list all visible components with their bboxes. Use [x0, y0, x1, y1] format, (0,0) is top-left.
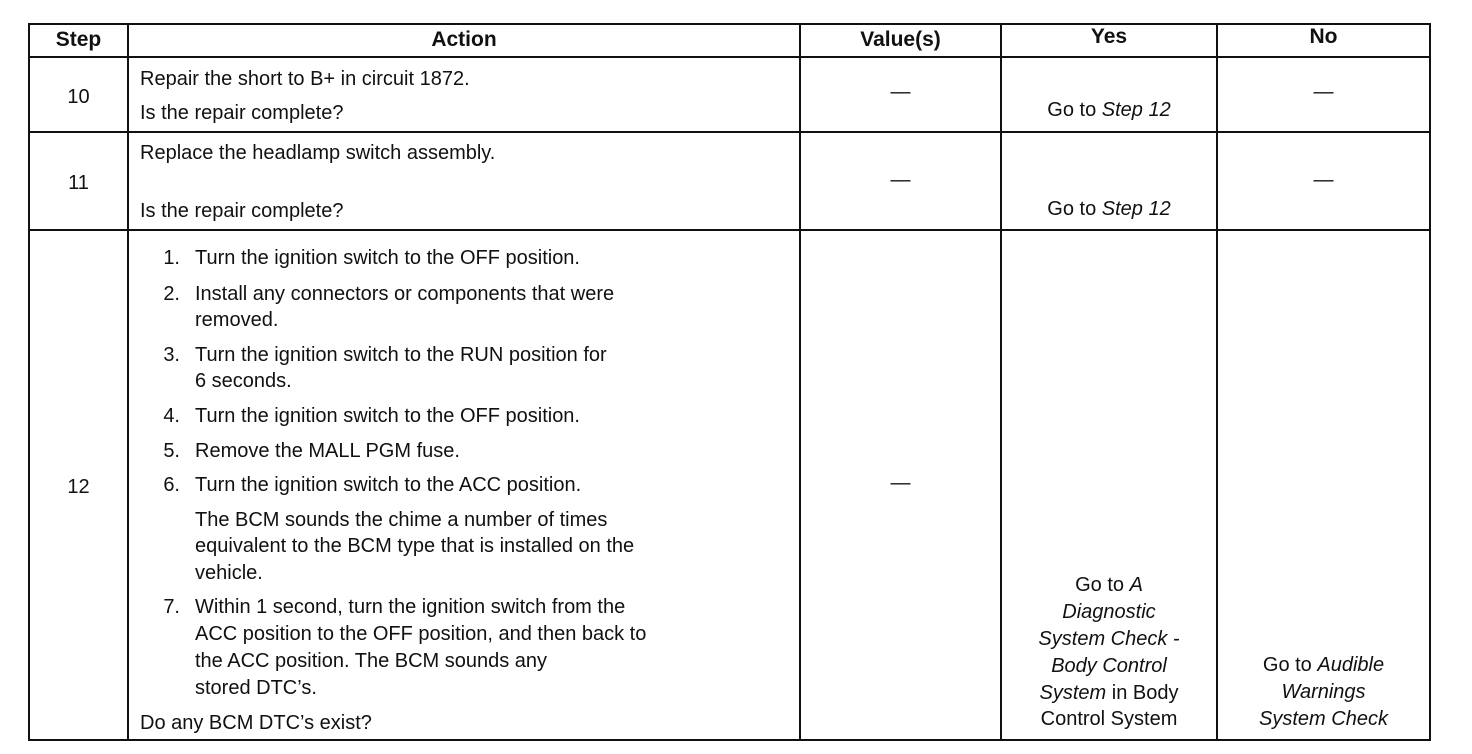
list-item-text: ACC position to the OFF position, and then back to	[195, 623, 647, 645]
no-dash: —	[1313, 169, 1334, 191]
step-number: 12	[67, 476, 90, 498]
note-text: vehicle.	[195, 562, 263, 584]
no-goto-line	[1218, 652, 1429, 678]
list-number: 2.	[163, 283, 180, 305]
list-number: 7.	[163, 596, 180, 618]
list-item-text: Turn the ignition switch to the OFF position.	[195, 405, 580, 427]
list-item-text: Turn the ignition switch to the RUN position for	[195, 344, 607, 366]
yes-goto-line	[1002, 572, 1216, 598]
list-item-text: 6 seconds.	[195, 370, 292, 392]
yes-goto	[1002, 97, 1216, 123]
note-text: equivalent to the BCM type that is installed on the	[195, 535, 635, 557]
action-question: Do any BCM DTC’s exist?	[140, 712, 372, 734]
no-dash: —	[1313, 81, 1334, 103]
yes-goto-line	[1002, 680, 1216, 706]
action-question: Is the repair complete?	[140, 102, 344, 124]
yes-plain: in Body	[1106, 682, 1179, 704]
step-number: 10	[67, 86, 90, 108]
list-number: 6.	[163, 474, 180, 496]
list-item-text: Turn the ignition switch to the ACC position.	[195, 474, 582, 496]
note-text: The BCM sounds the chime a number of times	[195, 509, 608, 531]
no-link[interactable]: Audible	[1317, 654, 1385, 676]
header-no: No	[1309, 25, 1338, 48]
no-goto-line	[1218, 706, 1429, 732]
no-link[interactable]: Warnings	[1281, 681, 1366, 703]
list-item-text: Turn the ignition switch to the OFF position.	[195, 247, 580, 269]
header-yes: Yes	[1090, 25, 1128, 48]
list-item-text: stored DTC’s.	[195, 677, 317, 699]
yes-link[interactable]: A	[1129, 574, 1143, 596]
no-goto-line	[1218, 679, 1429, 705]
no-link[interactable]: System Check	[1259, 708, 1388, 730]
value-dash: —	[890, 81, 911, 103]
yes-goto-line	[1002, 653, 1216, 679]
yes-link[interactable]: System	[1039, 682, 1107, 704]
yes-plain: Go to	[1075, 574, 1130, 596]
yes-link[interactable]: System Check -	[1038, 628, 1180, 650]
list-item-text: Remove the MALL PGM fuse.	[195, 440, 460, 462]
header-step: Step	[55, 28, 102, 51]
list-item-text: removed.	[195, 309, 279, 331]
yes-prefix: Go to	[1047, 198, 1102, 220]
header-action: Action	[431, 28, 497, 51]
action-text: Replace the headlamp switch assembly.	[140, 142, 496, 164]
yes-link[interactable]: Step 12	[1101, 99, 1171, 121]
yes-plain: Control System	[1040, 708, 1178, 730]
diagnostic-table	[28, 23, 1431, 741]
no-plain: Go to	[1262, 654, 1318, 676]
action-text: Repair the short to B+ in circuit 1872.	[140, 68, 470, 90]
list-item-text: Install any connectors or components that were	[195, 283, 615, 305]
yes-prefix: Go to	[1047, 99, 1102, 121]
action-question: Is the repair complete?	[140, 200, 344, 222]
list-number: 1.	[163, 247, 180, 269]
list-item-text: Within 1 second, turn the ignition switch from the	[195, 596, 626, 618]
list-number: 3.	[163, 344, 180, 366]
value-dash: —	[890, 169, 911, 191]
yes-goto-line	[1002, 706, 1216, 732]
header-values: Value(s)	[860, 28, 941, 51]
yes-goto-line	[1002, 599, 1216, 625]
yes-link[interactable]: Diagnostic	[1062, 601, 1156, 623]
yes-link[interactable]: Step 12	[1101, 198, 1171, 220]
yes-link[interactable]: Body Control	[1051, 655, 1167, 677]
step-number: 11	[68, 172, 89, 194]
yes-goto-line	[1002, 626, 1216, 652]
list-item-text: the ACC position. The BCM sounds any	[195, 650, 548, 672]
list-number: 4.	[163, 405, 180, 427]
value-dash: —	[890, 472, 911, 494]
yes-goto	[1002, 196, 1216, 222]
list-number: 5.	[163, 440, 180, 462]
